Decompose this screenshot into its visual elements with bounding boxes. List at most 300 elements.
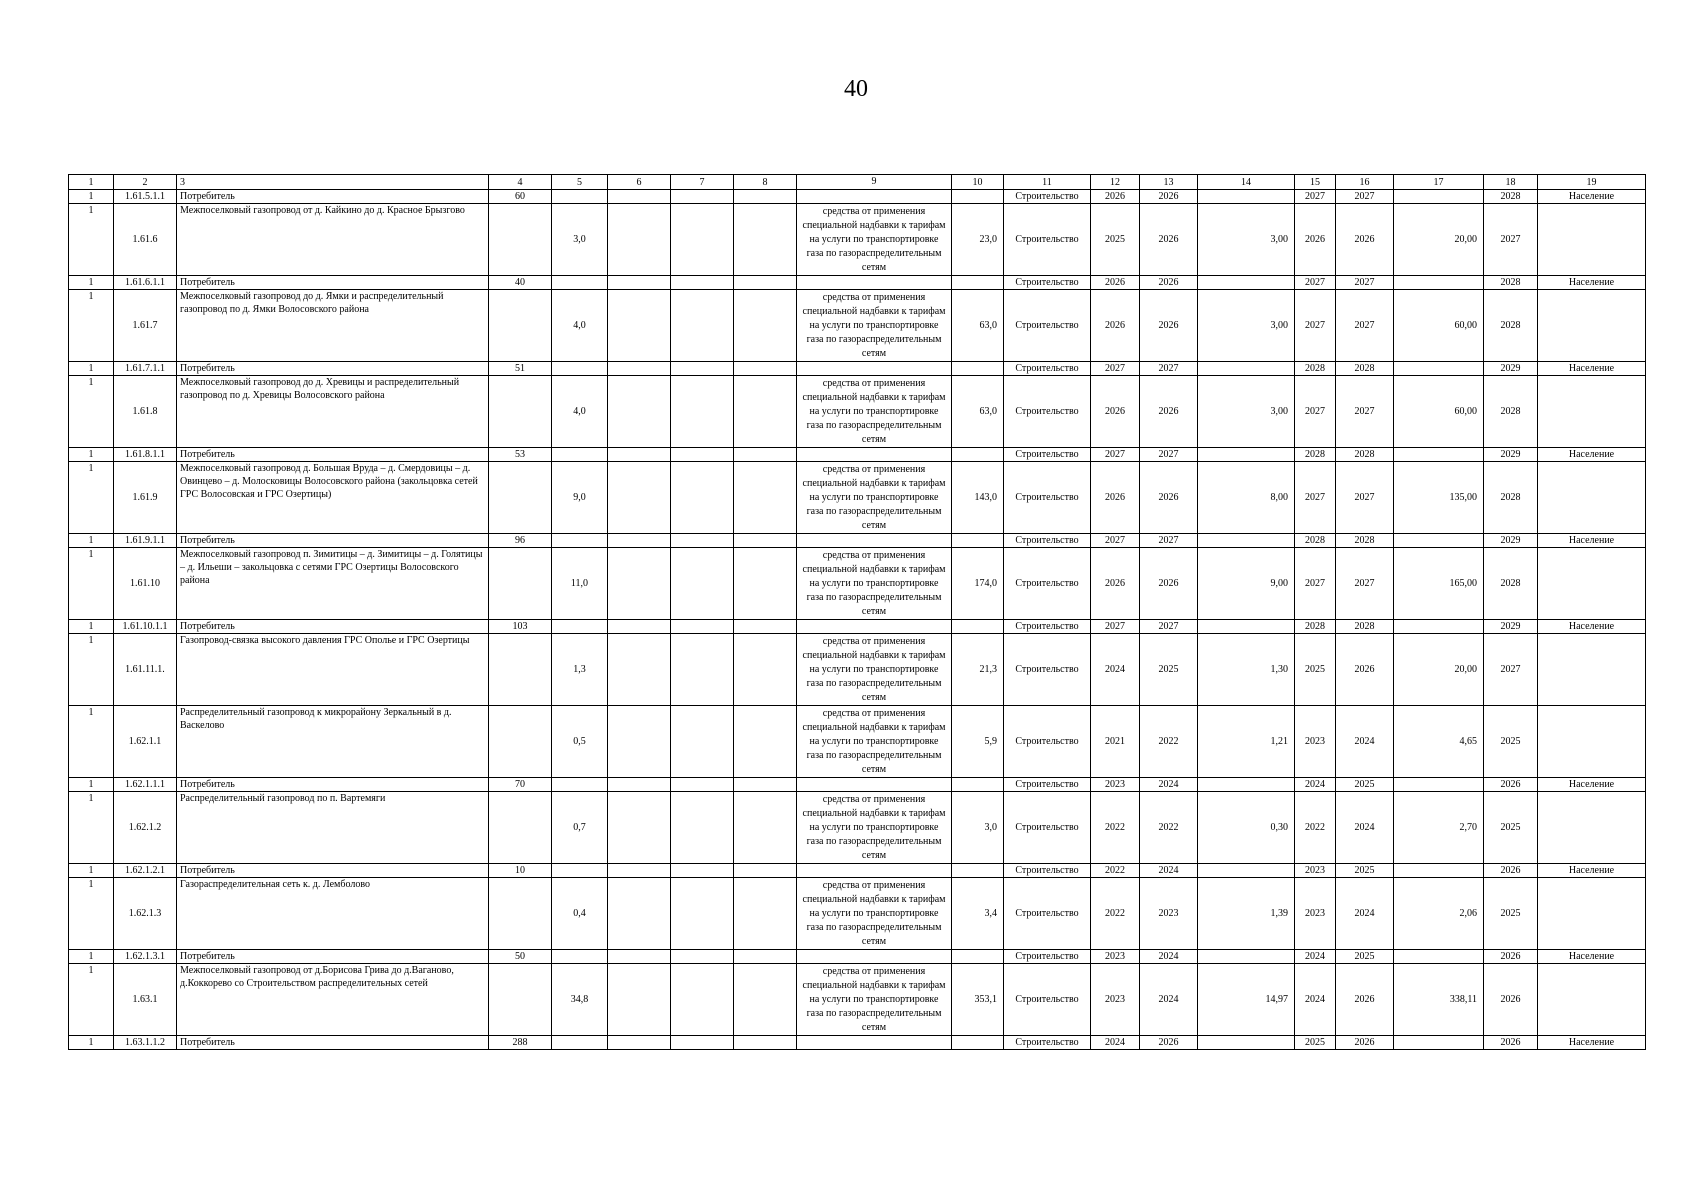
cell-consumers [489,964,552,1036]
cell-category: Население [1538,778,1646,792]
cell-commissioning-year: 2029 [1484,620,1538,634]
cell-commissioning-year: 2028 [1484,376,1538,448]
object-row [69,706,1646,778]
cell-work-type: Строительство [1004,620,1091,634]
cell-work-type: Строительство [1004,204,1091,276]
cell-col6 [608,778,671,792]
cell-consumers [489,878,552,950]
cell-length [552,950,608,964]
cell-commissioning-year: 2025 [1484,706,1538,778]
cell-year-15: 2024 [1295,964,1336,1036]
cell-year-16: 2028 [1336,448,1394,462]
cell-cost-stage2: 4,65 [1394,706,1484,778]
cell-cost-stage1: 3,00 [1198,290,1295,362]
object-row [69,964,1646,1036]
cell-commissioning-year: 2029 [1484,534,1538,548]
cell-year-15: 2025 [1295,1036,1336,1050]
cell-start-year: 2024 [1091,634,1140,706]
cell-length: 4,0 [552,376,608,448]
cell-no: 1 [69,548,114,620]
cell-work-type: Строительство [1004,634,1091,706]
cell-col7 [671,190,734,204]
cell-end-year: 2024 [1140,778,1198,792]
cell-col6 [608,706,671,778]
cell-cost-stage1 [1198,276,1295,290]
cell-name: Потребитель [177,1036,489,1050]
cell-col7 [671,864,734,878]
cell-code: 1.62.1.2 [114,792,177,864]
cell-work-type: Строительство [1004,548,1091,620]
cell-year-16: 2027 [1336,376,1394,448]
cell-year-15: 2027 [1295,276,1336,290]
cell-start-year: 2022 [1091,792,1140,864]
cell-start-year: 2022 [1091,878,1140,950]
cell-col7 [671,534,734,548]
cell-cost-stage2 [1394,1036,1484,1050]
object-row [69,462,1646,534]
cell-name: Межпоселковый газопровод п. Зимитицы – д. Зимитицы – д. Голятицы – д. Ильеши – закольцовка с сетями ГРС Озертицы Волосовского района [177,548,489,620]
cell-name: Газопровод-связка высокого давления ГРС Ополье и ГРС Озертицы [177,634,489,706]
cell-funding-source [797,1036,952,1050]
cell-start-year: 2026 [1091,276,1140,290]
cell-consumers: 288 [489,1036,552,1050]
object-row [69,376,1646,448]
cell-code: 1.61.11.1. [114,634,177,706]
cell-col7 [671,290,734,362]
cell-no: 1 [69,190,114,204]
cell-consumers: 70 [489,778,552,792]
consumer-row [69,362,1646,376]
object-row [69,204,1646,276]
cell-length: 4,0 [552,290,608,362]
cell-col8 [734,950,797,964]
cell-cost-stage1 [1198,620,1295,634]
cell-cost-stage2 [1394,190,1484,204]
cell-col8 [734,462,797,534]
cell-cost-stage2: 165,00 [1394,548,1484,620]
consumer-row [69,534,1646,548]
cell-cost [952,190,1004,204]
cell-start-year: 2021 [1091,706,1140,778]
cell-cost [952,448,1004,462]
consumer-row [69,864,1646,878]
cell-end-year: 2027 [1140,534,1198,548]
cell-cost-stage1 [1198,1036,1295,1050]
cell-funding-source [797,448,952,462]
cell-no: 1 [69,362,114,376]
cell-commissioning-year: 2026 [1484,964,1538,1036]
cell-category [1538,548,1646,620]
cell-work-type: Строительство [1004,950,1091,964]
cell-col6 [608,964,671,1036]
table-header-row [69,175,1646,190]
cell-consumers: 103 [489,620,552,634]
cell-col6 [608,620,671,634]
cell-category: Население [1538,276,1646,290]
cell-cost-stage2: 17 [1394,175,1484,190]
cell-year-15: 2024 [1295,950,1336,964]
consumer-row [69,448,1646,462]
cell-col8 [734,276,797,290]
cell-col6 [608,290,671,362]
cell-funding-source [797,864,952,878]
consumer-row [69,190,1646,204]
cell-cost: 23,0 [952,204,1004,276]
cell-cost [952,1036,1004,1050]
cell-category [1538,878,1646,950]
cell-col8 [734,792,797,864]
cell-end-year: 13 [1140,175,1198,190]
cell-col8 [734,864,797,878]
cell-consumers: 10 [489,864,552,878]
cell-year-16: 2028 [1336,620,1394,634]
cell-cost: 5,9 [952,706,1004,778]
cell-length: 0,7 [552,792,608,864]
cell-no: 1 [69,964,114,1036]
cell-no: 1 [69,448,114,462]
cell-col8 [734,778,797,792]
cell-col7 [671,276,734,290]
cell-funding-source [797,362,952,376]
cell-col8 [734,448,797,462]
cell-cost-stage2 [1394,534,1484,548]
cell-no: 1 [69,792,114,864]
cell-category: Население [1538,534,1646,548]
cell-start-year: 2027 [1091,620,1140,634]
cell-name: Потребитель [177,362,489,376]
cell-col8 [734,620,797,634]
cell-cost: 143,0 [952,462,1004,534]
cell-code: 1.62.1.3.1 [114,950,177,964]
cell-no: 1 [69,376,114,448]
cell-col7 [671,548,734,620]
cell-col7: 7 [671,175,734,190]
cell-start-year: 2026 [1091,462,1140,534]
cell-end-year: 2022 [1140,792,1198,864]
cell-length: 0,5 [552,706,608,778]
cell-name: Межпоселковый газопровод от д. Кайкино до д. Красное Брызгово [177,204,489,276]
cell-commissioning-year: 18 [1484,175,1538,190]
cell-year-16: 2027 [1336,462,1394,534]
cell-length [552,362,608,376]
cell-cost-stage2: 20,00 [1394,634,1484,706]
cell-start-year: 2026 [1091,548,1140,620]
cell-work-type: Строительство [1004,190,1091,204]
cell-consumers [489,792,552,864]
cell-name: Распределительный газопровод по п. Вартемяги [177,792,489,864]
cell-funding-source: средства от применения специальной надбавки к тарифам на услуги по транспортировке газа по газораспределительным сетям [797,376,952,448]
cell-col8 [734,706,797,778]
cell-year-16: 2027 [1336,276,1394,290]
cell-category: Население [1538,448,1646,462]
cell-category: Население [1538,1036,1646,1050]
cell-cost-stage2 [1394,864,1484,878]
cell-code: 1.61.10 [114,548,177,620]
cell-cost-stage1: 3,00 [1198,376,1295,448]
cell-work-type: Строительство [1004,376,1091,448]
cell-work-type: Строительство [1004,964,1091,1036]
cell-name: Потребитель [177,620,489,634]
cell-end-year: 2024 [1140,864,1198,878]
cell-work-type: Строительство [1004,878,1091,950]
cell-name: Потребитель [177,950,489,964]
cell-cost [952,534,1004,548]
cell-end-year: 2026 [1140,1036,1198,1050]
cell-col7 [671,706,734,778]
cell-col7 [671,204,734,276]
cell-category: 19 [1538,175,1646,190]
cell-end-year: 2026 [1140,462,1198,534]
object-row [69,792,1646,864]
cell-col8 [734,878,797,950]
cell-code: 2 [114,175,177,190]
cell-length [552,276,608,290]
cell-commissioning-year: 2028 [1484,290,1538,362]
cell-code: 1.61.7 [114,290,177,362]
object-row [69,878,1646,950]
cell-name: Межпоселковый газопровод д. Большая Вруда – д. Смердовицы – д. Овинцево – д. Молосковицы Волосовского района (закольцовка сетей ГРС Волосовская и ГРС Озертицы) [177,462,489,534]
cell-year-15: 2027 [1295,462,1336,534]
cell-code: 1.61.9.1.1 [114,534,177,548]
cell-code: 1.62.1.2.1 [114,864,177,878]
cell-name: Распределительный газопровод к микрорайону Зеркальный в д. Васкелово [177,706,489,778]
cell-commissioning-year: 2028 [1484,548,1538,620]
cell-col7 [671,778,734,792]
cell-category: Население [1538,950,1646,964]
cell-year-16: 2024 [1336,792,1394,864]
cell-end-year: 2026 [1140,376,1198,448]
consumer-row [69,620,1646,634]
cell-work-type: Строительство [1004,864,1091,878]
cell-col8 [734,290,797,362]
cell-consumers: 60 [489,190,552,204]
cell-year-16: 2027 [1336,548,1394,620]
cell-col8 [734,548,797,620]
cell-cost-stage2 [1394,362,1484,376]
cell-no: 1 [69,634,114,706]
cell-name: Потребитель [177,190,489,204]
cell-cost-stage1 [1198,534,1295,548]
cell-no: 1 [69,204,114,276]
cell-col7 [671,964,734,1036]
cell-col8 [734,376,797,448]
cell-work-type: Строительство [1004,290,1091,362]
cell-commissioning-year: 2025 [1484,878,1538,950]
cell-year-15: 2024 [1295,778,1336,792]
cell-col6: 6 [608,175,671,190]
cell-funding-source [797,276,952,290]
cell-code: 1.61.10.1.1 [114,620,177,634]
cell-year-15: 2023 [1295,878,1336,950]
cell-name: Потребитель [177,448,489,462]
cell-col6 [608,362,671,376]
cell-col7 [671,792,734,864]
cell-cost [952,778,1004,792]
cell-year-16: 2028 [1336,534,1394,548]
cell-col6 [608,204,671,276]
cell-cost: 10 [952,175,1004,190]
cell-funding-source [797,778,952,792]
table-body [69,175,1646,1050]
cell-length: 1,3 [552,634,608,706]
cell-col7 [671,878,734,950]
cell-cost-stage2: 2,70 [1394,792,1484,864]
cell-funding-source [797,190,952,204]
cell-year-16: 2025 [1336,778,1394,792]
cell-end-year: 2022 [1140,706,1198,778]
cell-no: 1 [69,276,114,290]
cell-cost-stage2 [1394,620,1484,634]
cell-col7 [671,1036,734,1050]
cell-col7 [671,620,734,634]
cell-work-type: Строительство [1004,276,1091,290]
cell-end-year: 2025 [1140,634,1198,706]
consumer-row [69,950,1646,964]
object-row [69,634,1646,706]
consumer-row [69,276,1646,290]
cell-length [552,1036,608,1050]
cell-category: Население [1538,362,1646,376]
cell-year-15: 2026 [1295,204,1336,276]
cell-code: 1.61.6.1.1 [114,276,177,290]
cell-category [1538,376,1646,448]
cell-funding-source: средства от применения специальной надбавки к тарифам на услуги по транспортировке газа по газораспределительным сетям [797,792,952,864]
cell-cost [952,864,1004,878]
cell-length [552,534,608,548]
cell-start-year: 2023 [1091,964,1140,1036]
cell-length: 9,0 [552,462,608,534]
cell-name: Потребитель [177,534,489,548]
cell-col6 [608,878,671,950]
cell-cost: 63,0 [952,376,1004,448]
cell-col7 [671,634,734,706]
cell-year-15: 2023 [1295,864,1336,878]
cell-no: 1 [69,620,114,634]
cell-consumers [489,706,552,778]
cell-cost-stage2: 338,11 [1394,964,1484,1036]
cell-funding-source: средства от применения специальной надбавки к тарифам на услуги по транспортировке газа по газораспределительным сетям [797,964,952,1036]
cell-length [552,864,608,878]
cell-end-year: 2026 [1140,276,1198,290]
cell-year-16: 2024 [1336,878,1394,950]
cell-start-year: 12 [1091,175,1140,190]
cell-cost-stage1: 1,39 [1198,878,1295,950]
cell-col8 [734,964,797,1036]
cell-cost-stage1: 9,00 [1198,548,1295,620]
cell-year-15: 2027 [1295,376,1336,448]
cell-no: 1 [69,778,114,792]
cell-code: 1.61.6 [114,204,177,276]
cell-no: 1 [69,290,114,362]
cell-commissioning-year: 2026 [1484,1036,1538,1050]
cell-work-type: Строительство [1004,1036,1091,1050]
cell-year-16: 16 [1336,175,1394,190]
cell-cost-stage1 [1198,950,1295,964]
cell-category [1538,204,1646,276]
cell-start-year: 2026 [1091,376,1140,448]
cell-end-year: 2023 [1140,878,1198,950]
cell-start-year: 2026 [1091,190,1140,204]
cell-category [1538,964,1646,1036]
cell-funding-source: средства от применения специальной надбавки к тарифам на услуги по транспортировке газа по газораспределительным сетям [797,634,952,706]
cell-year-15: 2023 [1295,706,1336,778]
cell-col6 [608,950,671,964]
cell-work-type: Строительство [1004,706,1091,778]
cell-col8 [734,204,797,276]
object-row [69,290,1646,362]
cell-year-15: 2027 [1295,548,1336,620]
cell-start-year: 2023 [1091,950,1140,964]
cell-consumers [489,548,552,620]
cell-col6 [608,864,671,878]
investment-table [68,174,1646,1050]
cell-cost-stage2 [1394,448,1484,462]
cell-cost-stage1 [1198,778,1295,792]
cell-cost-stage1: 14 [1198,175,1295,190]
cell-no: 1 [69,950,114,964]
cell-consumers [489,376,552,448]
cell-start-year: 2023 [1091,778,1140,792]
cell-length [552,620,608,634]
consumer-row [69,778,1646,792]
cell-start-year: 2022 [1091,864,1140,878]
cell-name: 3 [177,175,489,190]
cell-col8 [734,634,797,706]
cell-year-16: 2027 [1336,190,1394,204]
cell-consumers [489,204,552,276]
cell-length [552,190,608,204]
cell-cost-stage1: 0,30 [1198,792,1295,864]
cell-code: 1.61.5.1.1 [114,190,177,204]
cell-year-16: 2024 [1336,706,1394,778]
cell-code: 1.61.8.1.1 [114,448,177,462]
cell-name: Межпоселковый газопровод до д. Хревицы и распределительный газопровод по д. Хревицы Волосовского района [177,376,489,448]
cell-cost-stage2: 135,00 [1394,462,1484,534]
cell-start-year: 2024 [1091,1036,1140,1050]
cell-col7 [671,462,734,534]
cell-code: 1.61.7.1.1 [114,362,177,376]
cell-col6 [608,792,671,864]
cell-year-15: 2028 [1295,448,1336,462]
cell-end-year: 2024 [1140,964,1198,1036]
cell-end-year: 2027 [1140,448,1198,462]
cell-funding-source [797,950,952,964]
cell-consumers: 50 [489,950,552,964]
cell-cost: 353,1 [952,964,1004,1036]
cell-start-year: 2026 [1091,290,1140,362]
cell-funding-source: средства от применения специальной надбавки к тарифам на услуги по транспортировке газа по газораспределительным сетям [797,706,952,778]
cell-cost-stage1: 14,97 [1198,964,1295,1036]
cell-year-15: 2028 [1295,362,1336,376]
cell-consumers [489,462,552,534]
cell-name: Потребитель [177,778,489,792]
cell-code: 1.61.8 [114,376,177,448]
cell-col7 [671,362,734,376]
cell-category: Население [1538,864,1646,878]
cell-consumers: 51 [489,362,552,376]
cell-col7 [671,376,734,448]
cell-year-16: 2026 [1336,964,1394,1036]
cell-funding-source: средства от применения специальной надбавки к тарифам на услуги по транспортировке газа по газораспределительным сетям [797,462,952,534]
cell-year-16: 2025 [1336,864,1394,878]
cell-cost-stage2: 20,00 [1394,204,1484,276]
cell-col6 [608,1036,671,1050]
cell-cost-stage1 [1198,362,1295,376]
cell-no: 1 [69,534,114,548]
cell-category: Население [1538,190,1646,204]
cell-cost [952,950,1004,964]
cell-length: 5 [552,175,608,190]
